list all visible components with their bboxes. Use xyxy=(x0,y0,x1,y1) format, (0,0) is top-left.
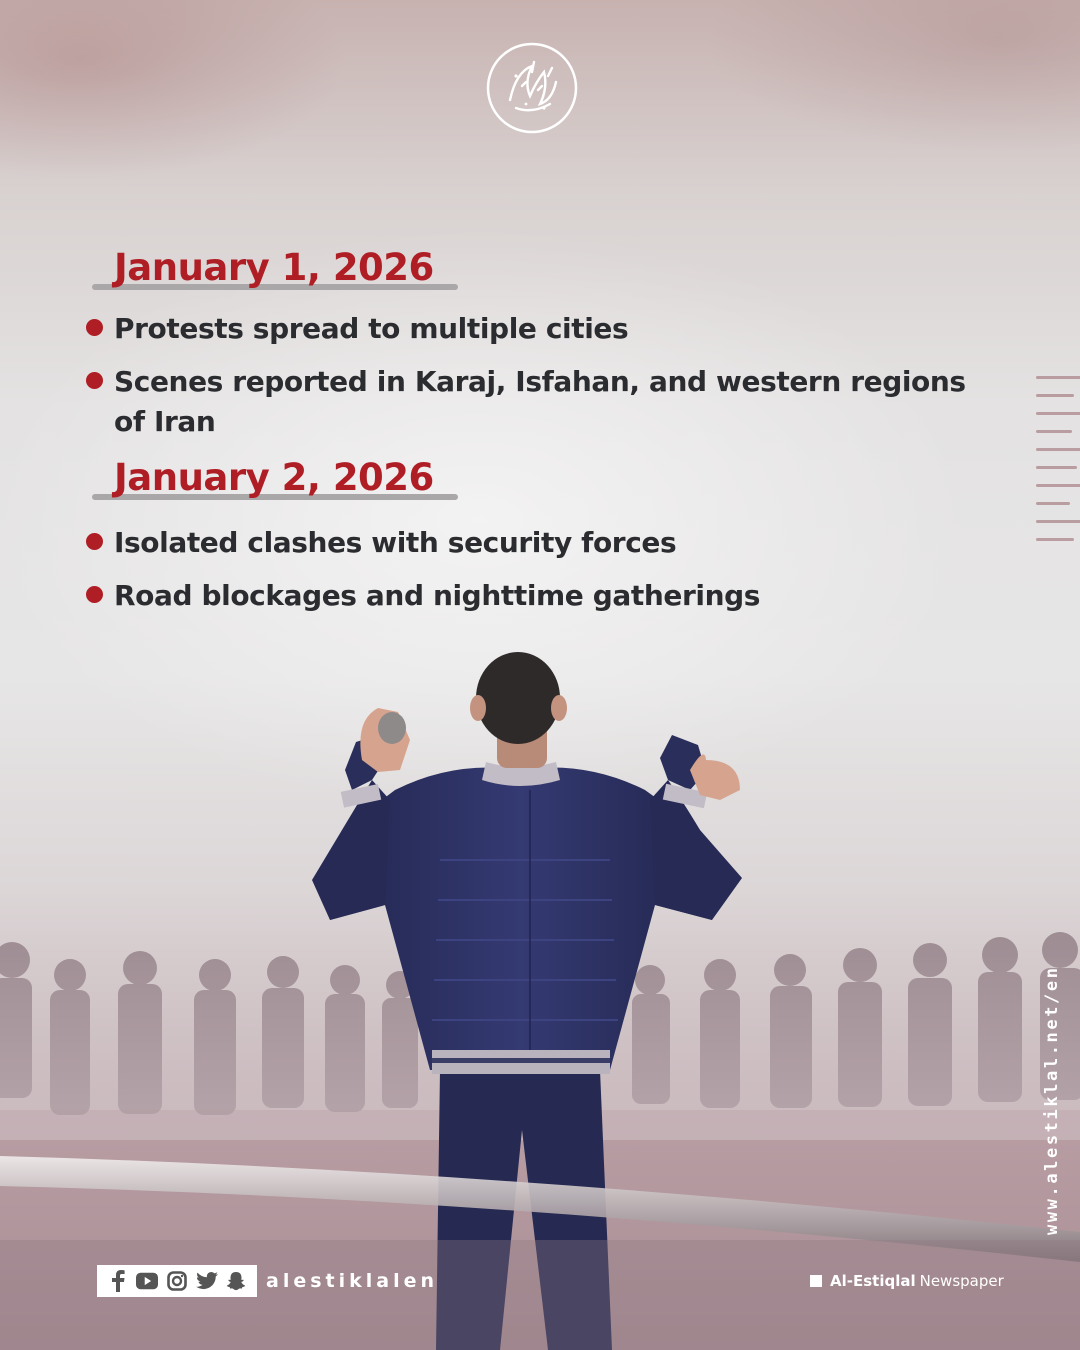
brand-suffix: Newspaper xyxy=(919,1272,1004,1290)
al-estiqlal-logo xyxy=(486,42,578,134)
decorative-side-text-lines xyxy=(1036,376,1080,576)
square-bullet-icon xyxy=(810,1275,822,1287)
bullet-text: Isolated clashes with security forces xyxy=(114,526,677,559)
snapchat-icon[interactable] xyxy=(225,1270,247,1292)
twitter-icon[interactable] xyxy=(196,1270,218,1292)
instagram-icon[interactable] xyxy=(166,1270,188,1292)
date-label: January 2, 2026 xyxy=(114,456,434,499)
date-label: January 1, 2026 xyxy=(114,246,434,289)
calligraphy-logo-icon xyxy=(486,42,578,134)
brand-name: Al-Estiqlal xyxy=(830,1272,916,1290)
bullet-dot-icon xyxy=(86,319,103,336)
social-handle[interactable]: alestiklalen xyxy=(266,1270,439,1292)
bullet-dot-icon xyxy=(86,372,103,389)
bullet-dot-icon xyxy=(86,533,103,550)
social-icons-box xyxy=(97,1265,257,1297)
bullet-text: Protests spread to multiple cities xyxy=(114,312,629,345)
youtube-icon[interactable] xyxy=(136,1270,158,1292)
bullet-dot-icon xyxy=(86,586,103,603)
bullet-text: Road blockages and nighttime gatherings xyxy=(114,579,761,612)
bullet-text: Scenes reported in Karaj, Isfahan, and western regions of Iran xyxy=(114,365,966,438)
facebook-icon[interactable] xyxy=(107,1270,129,1292)
website-url[interactable]: www.alestiklal.net/en xyxy=(1042,965,1062,1235)
newspaper-brand xyxy=(810,1272,1004,1290)
